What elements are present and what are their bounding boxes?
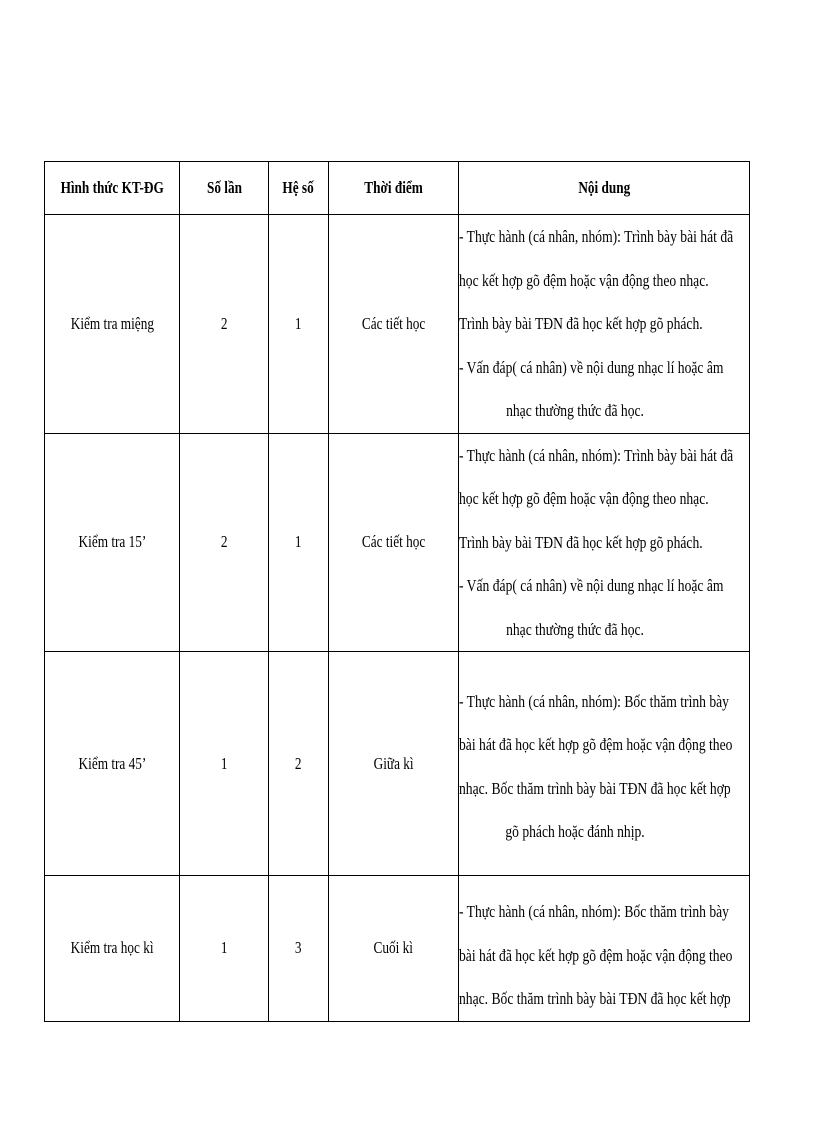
content-line: Trình bày bài TĐN đã học kết hợp gõ phách. xyxy=(459,532,703,552)
header-content: Nội dung xyxy=(459,162,750,215)
content-line: nhạc thường thức đã học. xyxy=(506,401,644,420)
content-line: học kết hợp gõ đệm hoặc vận động theo nhạc. xyxy=(459,270,709,290)
content-line: học kết hợp gõ đệm hoặc vận động theo nhạc. xyxy=(459,489,709,508)
content-line: bài hát đã học kết hợp gõ đệm hoặc vận động theo xyxy=(459,945,733,965)
cell-when: Cuối kì xyxy=(329,876,459,1022)
table-header-row xyxy=(45,162,750,215)
table-row xyxy=(45,433,750,652)
content-line: - Vấn đáp( cá nhân) về nội dung nhạc lí hoặc âm xyxy=(459,357,724,377)
content-line: - Thực hành (cá nhân, nhóm): Trình bày bài hát đã xyxy=(459,227,734,246)
header-when: Thời điểm xyxy=(329,162,459,215)
content-line: - Thực hành (cá nhân, nhóm): Trình bày bài hát đã xyxy=(459,445,734,465)
content-line: nhạc. Bốc thăm trình bày bài TĐN đã học kết hợp xyxy=(459,989,731,1008)
table-row xyxy=(45,652,750,876)
cell-content xyxy=(459,876,750,1022)
cell-content xyxy=(459,215,750,434)
cell-coef: 1 xyxy=(269,433,329,652)
header-coef: Hệ số xyxy=(269,162,329,215)
cell-times: 1 xyxy=(180,876,269,1022)
cell-content xyxy=(459,433,750,652)
table-row xyxy=(45,215,750,434)
content-line: - Thực hành (cá nhân, nhóm): Bốc thăm trình bày xyxy=(459,902,729,921)
content-line: gõ phách hoặc đánh nhịp. xyxy=(505,822,645,841)
content-line: - Thực hành (cá nhân, nhóm): Bốc thăm trình bày xyxy=(459,691,729,711)
cell-content xyxy=(459,652,750,876)
cell-coef: 3 xyxy=(269,876,329,1022)
content-line: bài hát đã học kết hợp gõ đệm hoặc vận động theo xyxy=(459,735,733,754)
assessment-table xyxy=(44,161,750,1022)
cell-times: 2 xyxy=(180,215,269,434)
table-row xyxy=(45,876,750,1022)
cell-times: 1 xyxy=(180,652,269,876)
cell-times: 2 xyxy=(180,433,269,652)
cell-form: Kiểm tra 45’ xyxy=(45,652,180,876)
cell-when: Giữa kì xyxy=(329,652,459,876)
cell-when: Các tiết học xyxy=(329,215,459,434)
cell-when: Các tiết học xyxy=(329,433,459,652)
content-line: nhạc. Bốc thăm trình bày bài TĐN đã học kết hợp xyxy=(459,778,731,798)
header-form: Hình thức KT-ĐG xyxy=(45,162,180,215)
content-line: - Vấn đáp( cá nhân) về nội dung nhạc lí hoặc âm xyxy=(459,576,724,595)
cell-form: Kiểm tra miệng xyxy=(45,215,180,434)
cell-coef: 1 xyxy=(269,215,329,434)
content-line: nhạc thường thức đã học. xyxy=(506,619,644,639)
cell-form: Kiểm tra học kì xyxy=(45,876,180,1022)
content-line: Trình bày bài TĐN đã học kết hợp gõ phách. xyxy=(459,314,703,333)
cell-coef: 2 xyxy=(269,652,329,876)
header-times: Số lần xyxy=(180,162,269,215)
cell-form: Kiểm tra 15’ xyxy=(45,433,180,652)
